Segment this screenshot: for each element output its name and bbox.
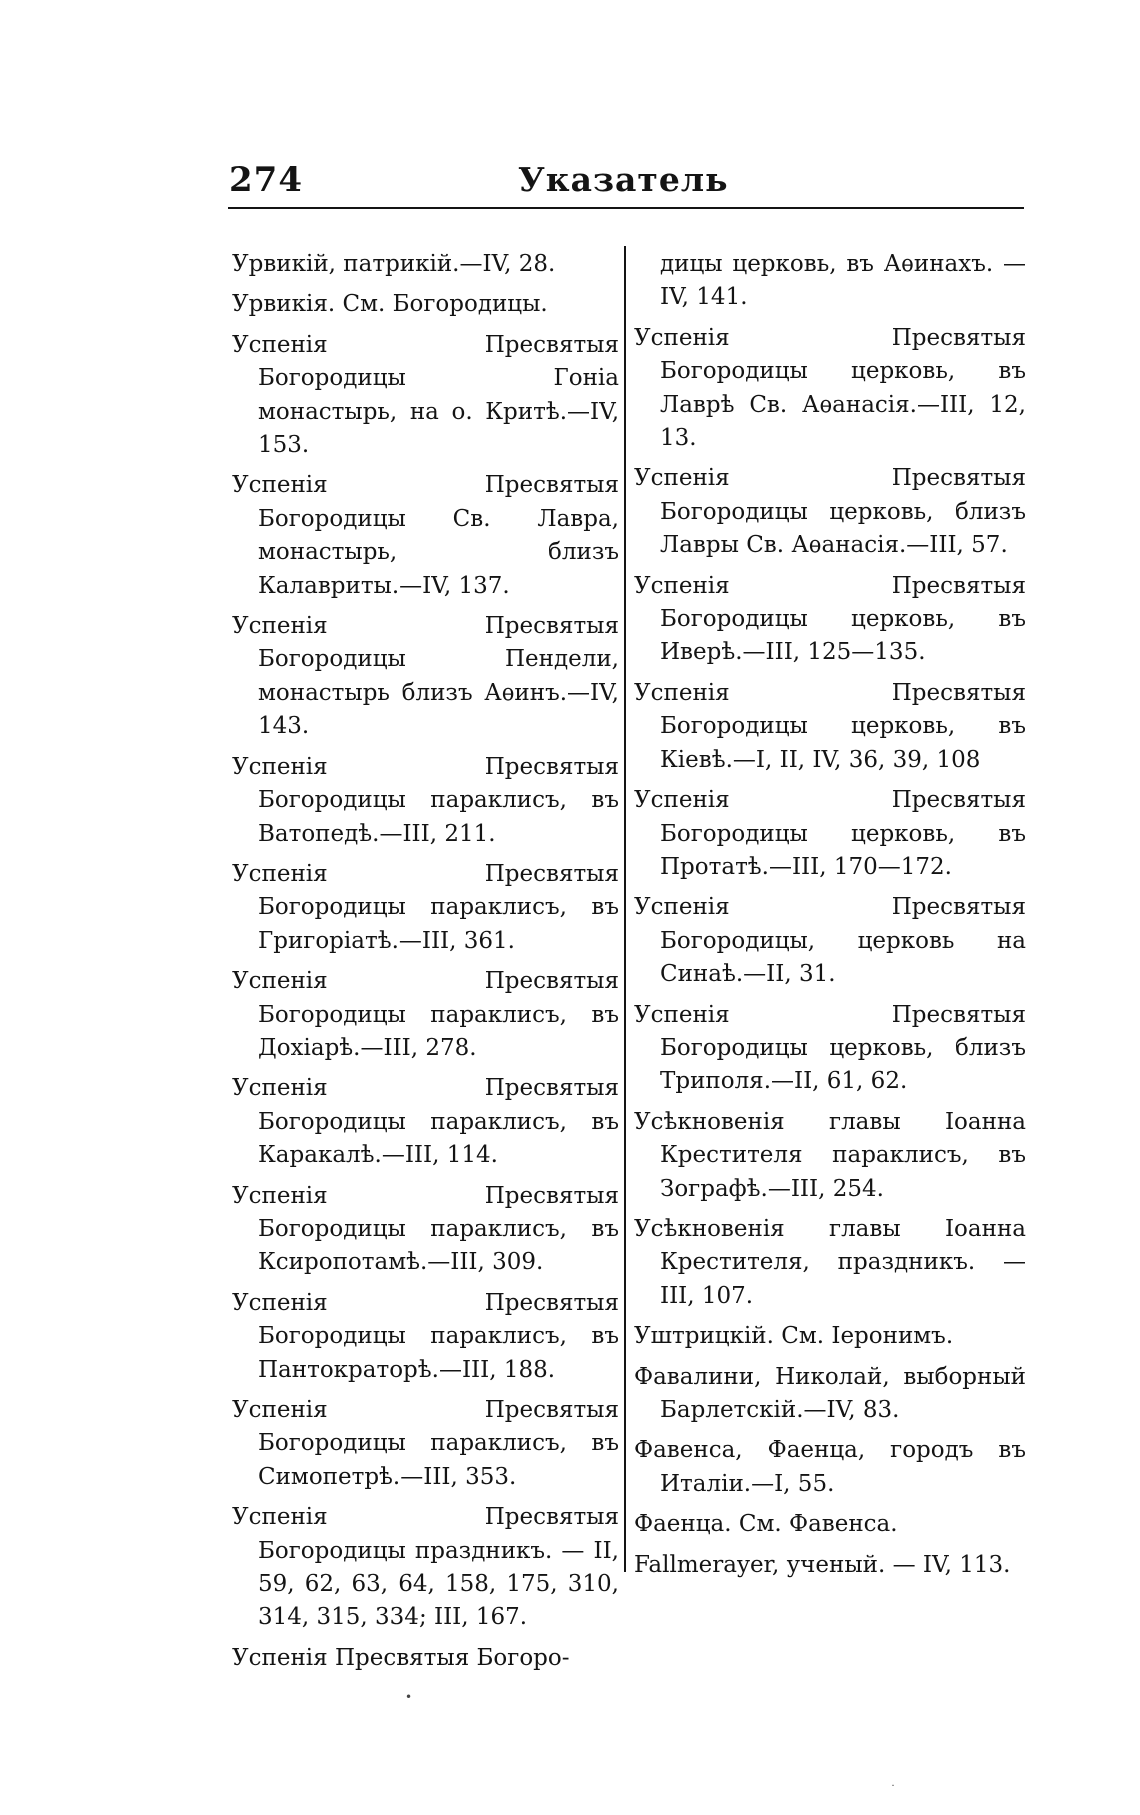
index-entry: Успенія Пресвятыя Богородицы церковь, въ Иверѣ.—III, 125—135. (634, 572, 1026, 666)
index-entry: Успенія Пресвятыя Богородицы параклисъ, въ Пантократорѣ.—III, 188. (232, 1289, 619, 1383)
index-entry: Успенія Пресвятыя Богородицы Пендели, монастырь близъ Аѳинъ.—IV, 143. (232, 613, 619, 740)
index-entry: Уштрицкій. См. Іеронимъ. (634, 1323, 954, 1350)
index-entry: Успенія Пресвятыя Богородицы церковь, въ Лаврѣ Св. Аѳанасія.—III, 12, 13. (634, 324, 1026, 452)
index-entry: Успенія Пресвятыя Богородицы параклисъ, въ Ксиропотамѣ.—III, 309. (232, 1182, 619, 1276)
left-column (232, 248, 619, 1675)
right-column (634, 248, 1026, 1582)
header-rule (228, 207, 1024, 209)
index-entry: Успенія Пресвятыя Богородицы параклисъ, въ Симопетрѣ.—III, 353. (232, 1397, 619, 1490)
index-entry: Фавалини, Николай, выборный Барлетскій.—IV, 83. (634, 1363, 1026, 1423)
index-entry: Успенія Пресвятыя Богоро- (232, 1644, 570, 1671)
index-entry: Успенія Пресвятыя Богородицы церковь, въ Кіевѣ.—I, II, IV, 36, 39, 108 (634, 679, 1026, 773)
index-entry: Успенія Пресвятыя Богородицы параклисъ, въ Каракалѣ.—III, 114. (232, 1075, 619, 1169)
index-entry: Fallmerayer, ученый. — IV, 113. (634, 1551, 1011, 1578)
index-entry: Успенія Пресвятыя Богородицы параклисъ, въ Григоріатѣ.—III, 361. (232, 860, 619, 954)
index-entry: Успенія Пресвятыя Богородицы Св. Лавра, монастырь, близъ Калавриты.—IV, 137. (232, 472, 619, 599)
index-entry: Успенія Пресвятыя Богородицы, церковь на Синаѣ.—II, 31. (634, 894, 1026, 988)
index-entry: Успенія Пресвятыя Богородицы праздникъ. — II, 59, 62, 63, 64, 158, 175, 310, 314, 315, 334; III, 167. (232, 1504, 619, 1631)
index-entry: Урвикій, патрикій.—IV, 28. (232, 251, 556, 277)
index-entry: Фавенса, Фаенца, городъ въ Италіи.—I, 55. (634, 1437, 1026, 1497)
index-entry-continuation: дицы церковь, въ Аѳинахъ. —IV, 141. (660, 251, 1026, 311)
index-entry: Усѣкновенія главы Іоанна Крестителя параклисъ, въ Зографѣ.—III, 254. (634, 1108, 1026, 1202)
index-entry: Успенія Пресвятыя Богородицы церковь, близъ Лавры Св. Аѳанасія.—III, 57. (634, 465, 1026, 559)
column-divider (624, 246, 626, 1572)
index-entry: Усѣкновенія главы Іоанна Крестителя, праздникъ. — III, 107. (634, 1215, 1026, 1309)
index-entry: Успенія Пресвятыя Богородицы церковь, близъ Триполя.—II, 61, 62. (634, 1001, 1026, 1095)
index-entry: Успенія Пресвятыя Богородицы параклисъ, въ Ватопедѣ.—III, 211. (232, 753, 619, 847)
print-speck: • (405, 1690, 413, 1704)
index-entry: Успенія Пресвятыя Богородицы церковь, въ Протатѣ.—III, 170—172. (634, 787, 1026, 880)
page-number: 274 (229, 160, 303, 200)
index-entry: Успенія Пресвятыя Богородицы Гоніа монастырь, на о. Критѣ.—IV, 153. (232, 331, 619, 459)
index-entry: Фаенца. См. Фавенса. (634, 1511, 898, 1538)
print-speck: ˙ (890, 1783, 896, 1797)
running-title: Указатель (518, 160, 729, 199)
index-entry: Успенія Пресвятыя Богородицы параклисъ, въ Дохіарѣ.—III, 278. (232, 968, 619, 1061)
index-entry: Урвикія. См. Богородицы. (232, 291, 548, 318)
